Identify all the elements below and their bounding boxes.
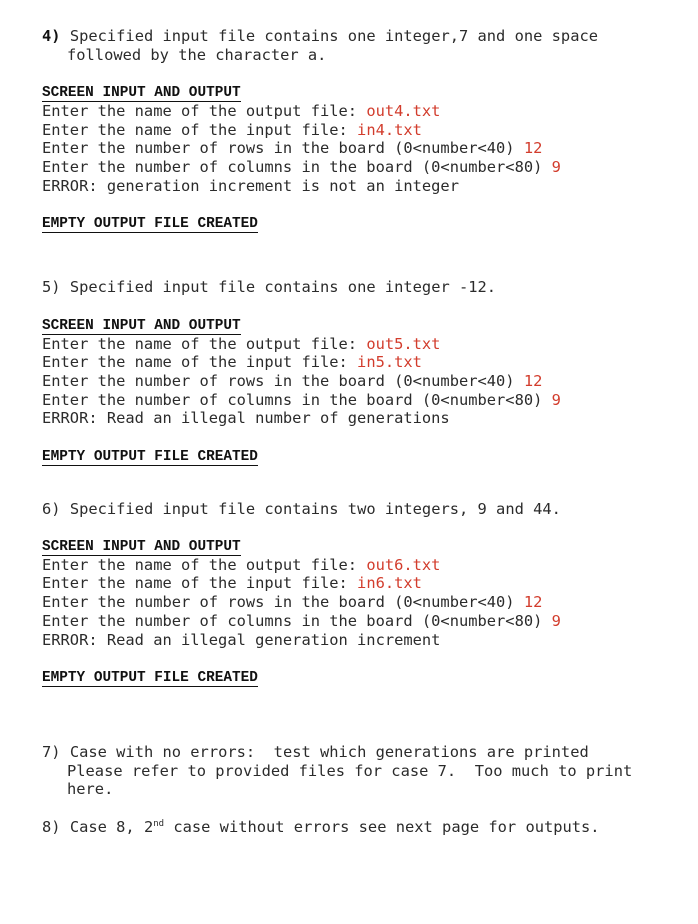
case-4-columns-line: Enter the number of columns in the board (0<number<80) 9 xyxy=(42,158,561,176)
rows-value: 12 xyxy=(523,372,543,390)
input-filename: in6.txt xyxy=(357,574,422,592)
case-6-description: 6) Specified input file contains two integers, 9 and 44. xyxy=(42,500,561,518)
case-4-input-file-line: Enter the name of the input file: in4.txt xyxy=(42,121,422,139)
case-6-columns-line: Enter the number of columns in the board (0<number<80) 9 xyxy=(42,612,561,630)
output-filename: out6.txt xyxy=(366,556,441,574)
case-5-result-header: EMPTY OUTPUT FILE CREATED xyxy=(42,449,258,465)
case-5-error-message: ERROR: Read an illegal number of generations xyxy=(42,409,450,427)
case-4-number: 4) xyxy=(42,27,61,45)
case-7-description-line-2: Please refer to provided files for case 7. Too much to print xyxy=(67,762,633,780)
case-4-output-file-line: Enter the name of the output file: out4.txt xyxy=(42,102,441,120)
case-6-io-header: SCREEN INPUT AND OUTPUT xyxy=(42,539,241,555)
columns-value: 9 xyxy=(551,612,561,630)
case-5-rows-line: Enter the number of rows in the board (0<number<40) 12 xyxy=(42,372,543,390)
rows-value: 12 xyxy=(523,593,543,611)
case-6-error-message: ERROR: Read an illegal generation increment xyxy=(42,631,441,649)
case-7-description-line-3: here. xyxy=(67,780,114,798)
case-5-number: 5) xyxy=(42,278,61,296)
case-8-description: 8) Case 8, 2nd case without errors see next page for outputs. xyxy=(42,818,600,836)
case-6-number: 6) xyxy=(42,500,61,518)
input-filename: in4.txt xyxy=(357,121,422,139)
case-6-input-file-line: Enter the name of the input file: in6.txt xyxy=(42,574,422,592)
input-filename: in5.txt xyxy=(357,353,422,371)
case-4-description-line-2: followed by the character a. xyxy=(67,46,327,64)
output-filename: out4.txt xyxy=(366,102,441,120)
case-7-number: 7) xyxy=(42,743,61,761)
columns-value: 9 xyxy=(551,158,561,176)
case-5-output-file-line: Enter the name of the output file: out5.txt xyxy=(42,335,441,353)
ordinal-suffix: nd xyxy=(153,819,165,829)
case-6-result-header: EMPTY OUTPUT FILE CREATED xyxy=(42,670,258,686)
case-7-description-line-1: 7) Case with no errors: test which generations are printed xyxy=(42,743,589,761)
case-5-io-header: SCREEN INPUT AND OUTPUT xyxy=(42,318,241,334)
case-4-description-line-1: 4) Specified input file contains one integer,7 and one space xyxy=(42,27,598,45)
case-6-rows-line: Enter the number of rows in the board (0<number<40) 12 xyxy=(42,593,543,611)
case-4-error-message: ERROR: generation increment is not an integer xyxy=(42,177,459,195)
output-filename: out5.txt xyxy=(366,335,441,353)
rows-value: 12 xyxy=(523,139,543,157)
columns-value: 9 xyxy=(551,391,561,409)
case-4-io-header: SCREEN INPUT AND OUTPUT xyxy=(42,85,241,101)
case-5-columns-line: Enter the number of columns in the board (0<number<80) 9 xyxy=(42,391,561,409)
case-8-number: 8) xyxy=(42,818,61,836)
case-4-result-header: EMPTY OUTPUT FILE CREATED xyxy=(42,216,258,232)
case-5-description: 5) Specified input file contains one integer -12. xyxy=(42,278,497,296)
case-6-output-file-line: Enter the name of the output file: out6.txt xyxy=(42,556,441,574)
case-4-rows-line: Enter the number of rows in the board (0<number<40) 12 xyxy=(42,139,543,157)
case-5-input-file-line: Enter the name of the input file: in5.txt xyxy=(42,353,422,371)
